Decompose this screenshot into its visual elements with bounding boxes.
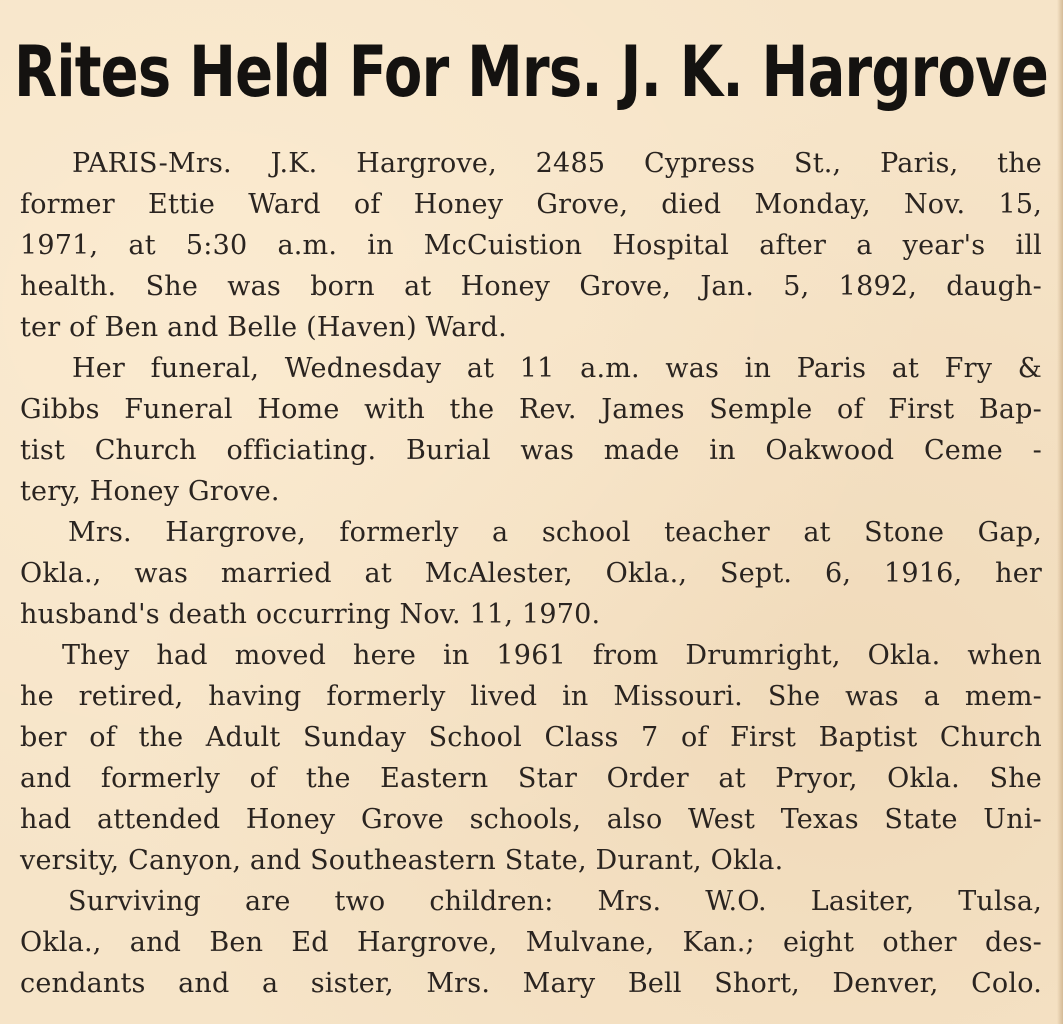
article-line: 1971, at 5:30 a.m. in McCuistion Hospital after a year's ill (20, 230, 1042, 261)
article-line: cendants and a sister, Mrs. Mary Bell Short, Denver, Colo. (20, 968, 1042, 999)
article-line: versity, Canyon, and Southeastern State, Durant, Okla. (20, 845, 784, 876)
article-line: Okla., was married at McAlester, Okla., Sept. 6, 1916, her (20, 558, 1042, 589)
article-line: tery, Honey Grove. (20, 476, 280, 507)
article-line: ber of the Adult Sunday School Class 7 of First Baptist Church (20, 722, 1042, 753)
article-line: tist Church officiating. Burial was made in Oakwood Ceme - (20, 435, 1042, 466)
article-line: PARIS-Mrs. J.K. Hargrove, 2485 Cypress St., Paris, the (72, 148, 1042, 179)
headline: Rites Held For Mrs. J. K. Hargrove (14, 31, 1049, 113)
article-line: former Ettie Ward of Honey Grove, died Monday, Nov. 15, (20, 189, 1042, 220)
article-line: Surviving are two children: Mrs. W.O. Lasiter, Tulsa, (68, 886, 1042, 917)
article-line: They had moved here in 1961 from Drumright, Okla. when (62, 640, 1042, 671)
article-body (20, 143, 1042, 1004)
article-line: Gibbs Funeral Home with the Rev. James Semple of First Bap- (20, 394, 1042, 425)
paper-edge-shadow (1057, 0, 1063, 1024)
article-line: Her funeral, Wednesday at 11 a.m. was in Paris at Fry & (72, 353, 1042, 384)
article-line: husband's death occurring Nov. 11, 1970. (20, 599, 601, 630)
article-line: ter of Ben and Belle (Haven) Ward. (20, 312, 507, 343)
article-line: he retired, having formerly lived in Missouri. She was a mem- (20, 681, 1042, 712)
article-line: Mrs. Hargrove, formerly a school teacher at Stone Gap, (68, 517, 1042, 548)
article-line: health. She was born at Honey Grove, Jan. 5, 1892, daugh- (20, 271, 1042, 302)
article-line: and formerly of the Eastern Star Order at Pryor, Okla. She (20, 763, 1042, 794)
article-line: had attended Honey Grove schools, also West Texas State Uni- (20, 804, 1042, 835)
article-line: Okla., and Ben Ed Hargrove, Mulvane, Kan.; eight other des- (20, 927, 1042, 958)
